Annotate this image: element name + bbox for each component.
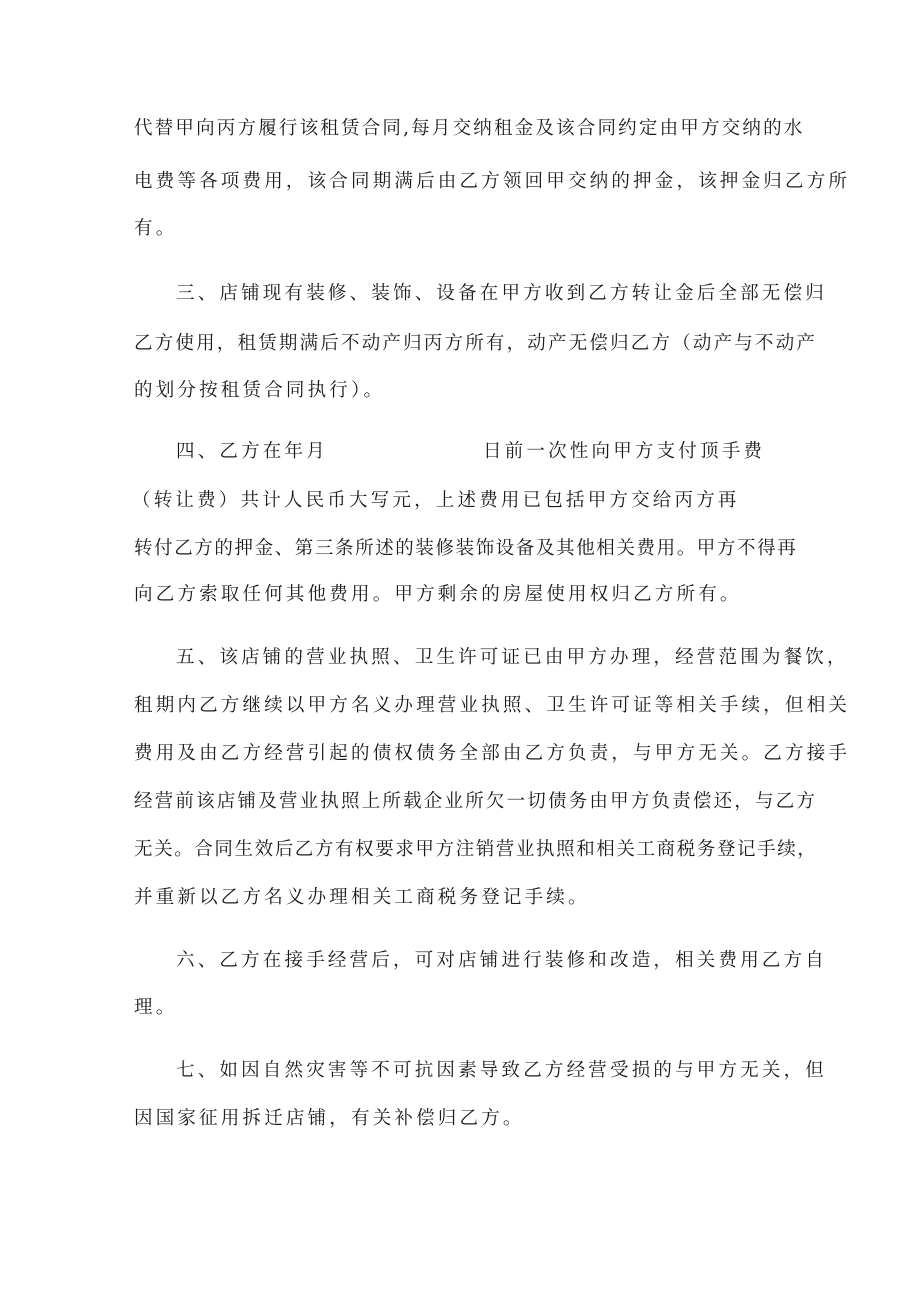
- text-line: 理。: [134, 997, 178, 1018]
- text-line: 的划分按租赁合同执行）。: [134, 380, 386, 401]
- text-line: 租期内乙方继续以甲方名义办理营业执照、卫生许可证等相关手续，但相关: [134, 695, 851, 716]
- text-line: 五、该店铺的营业执照、卫生许可证已由甲方办理，经营范围为餐饮，: [176, 647, 849, 668]
- text-line: 日前一次性向甲方支付顶手费: [483, 441, 766, 462]
- text-line: 转付乙方的押金、第三条所述的装修装饰设备及其他相关费用。甲方不得再: [134, 538, 798, 559]
- text-line: 因国家征用拆迁店铺，有关补偿归乙方。: [134, 1108, 525, 1129]
- text-line: 四、乙方在年月: [176, 441, 328, 462]
- text-line: 经营前该店铺及营业执照上所载企业所欠一切债务由甲方负责偿还，与乙方: [134, 791, 818, 812]
- text-line: 费用及由乙方经营引起的债权债务全部由乙方负责，与甲方无关。乙方接手: [134, 743, 851, 764]
- text-line: （转让费）共计人民币大写元，上述费用已包括甲方交给丙方再: [132, 490, 740, 511]
- text-line: 电费等各项费用，该合同期满后由乙方领回甲交纳的押金，该押金归乙方所: [134, 171, 851, 192]
- text-line: 代替甲向丙方履行该租赁合同,每月交纳租金及该合同约定由甲方交纳的水: [134, 118, 805, 139]
- text-line: 并重新以乙方名义办理相关工商税务登记手续。: [134, 887, 590, 908]
- text-line: 向乙方索取任何其他费用。甲方剩余的房屋使用权归乙方所有。: [134, 584, 742, 605]
- text-line: 乙方使用，租赁期满后不动产归丙方所有，动产无偿归乙方（动产与不动产: [134, 333, 818, 354]
- text-line: 六、乙方在接手经营后，可对店铺进行装修和改造，相关费用乙方自: [176, 950, 828, 971]
- text-line: 七、如因自然灾害等不可抗因素导致乙方经营受损的与甲方无关，但: [176, 1060, 828, 1081]
- text-line: 三、店铺现有装修、装饰、设备在甲方收到乙方转让金后全部无偿归: [176, 283, 828, 304]
- text-line: 无关。合同生效后乙方有权要求甲方注销营业执照和相关工商税务登记手续，: [134, 839, 818, 860]
- text-line: 有。: [134, 218, 178, 239]
